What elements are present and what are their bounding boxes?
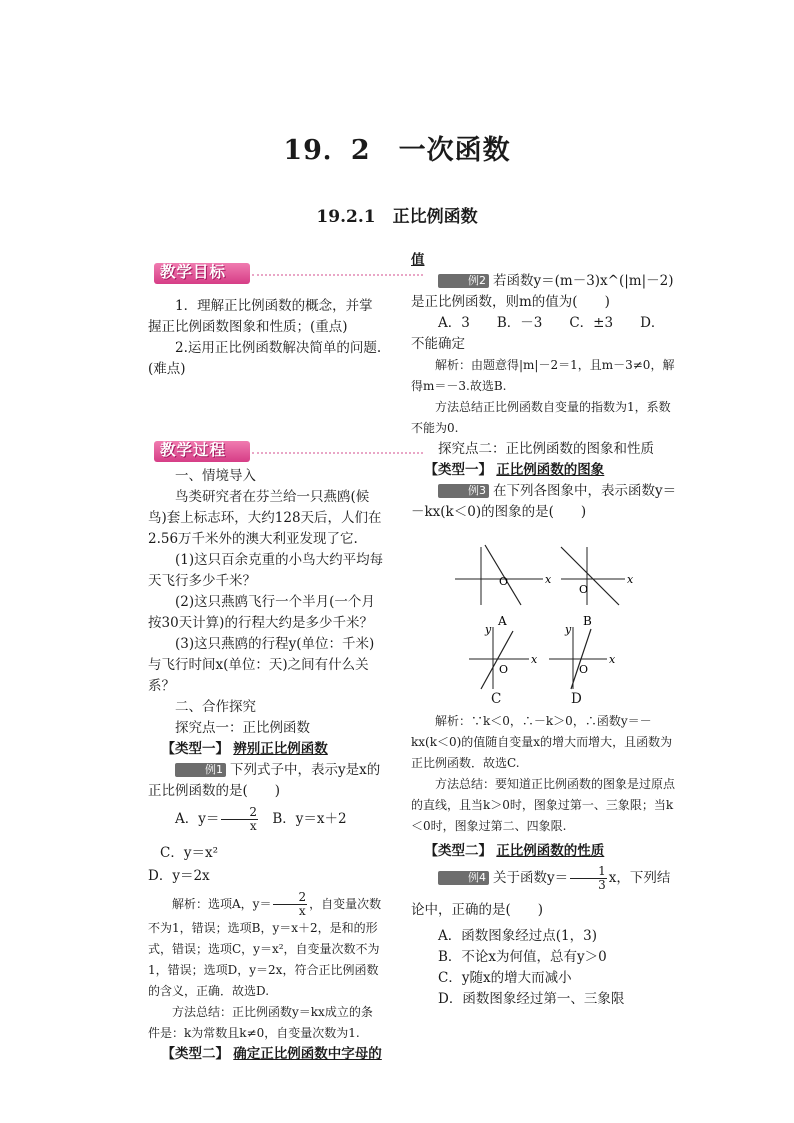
graph-d-label: D: [571, 691, 582, 707]
example-1-summary: 方法总结：正比例函数y＝kx成立的条件是：k为常数且k≠0，自变量次数为1.: [148, 1005, 373, 1040]
example-3-summary: 方法总结：要知道正比例函数的图象是过原点的直线，且当k＞0时，图象过第一、三象限；当k＜0时，图象过第二、四象限.: [411, 777, 676, 833]
example-2-text: 若函数y＝(m－3)x^(|m|－2)是正比例函数，则m的值为( ): [411, 273, 674, 310]
goals-header-text: 教学目标: [160, 263, 227, 281]
example-4-option-c: C．y随x的增大而减小: [438, 970, 572, 986]
r-type-2-label: 【类型二】: [424, 843, 492, 859]
option-a-fraction: $\frac{2}{x}$: [221, 806, 258, 833]
section-explore: 二、合作探究: [175, 699, 256, 715]
section-subtitle: 19.2.1 正比例函数: [316, 207, 478, 227]
graph-c: [469, 623, 538, 689]
graph-c-x-label: x: [531, 653, 538, 666]
example-3-graphs: [411, 523, 677, 693]
process-header-text: 教学过程: [160, 441, 227, 459]
example-2-summary: 方法总结正比例函数自变量的指数为1，系数不能为0.: [411, 400, 671, 435]
type-2-heading: [148, 1044, 384, 1065]
graph-b-label: B: [583, 614, 592, 628]
type-1-title: 辨别正比例函数: [233, 741, 328, 757]
option-a: A．y＝: [175, 811, 220, 827]
graph-b-origin: O: [579, 583, 589, 596]
question-1: (1)这只百余克重的小鸟大约平均每天飞行多少千米？: [148, 552, 384, 589]
r-type-1-label: 【类型一】: [424, 462, 492, 478]
graph-b-x-label: x: [627, 573, 634, 586]
section-intro: 一、情境导入: [175, 468, 256, 484]
example-4-stem: 例4 关于函数y＝ $\frac{1}{3}$ x，下列结论中，正确的是( ): [411, 864, 671, 918]
graph-c-y-label: y: [485, 623, 492, 636]
example-2-analysis: 解析：由题意得|m|－2＝1，且m－3≠0，解得m＝－3.故选B.: [411, 358, 675, 393]
example-3-stem: [411, 481, 677, 523]
graph-a-origin: O: [499, 575, 509, 588]
goals-header: [148, 258, 403, 284]
example-1-options: [148, 802, 384, 870]
graph-bottom-labels: [411, 689, 677, 705]
explore-point-2: 探究点二：正比例函数的图象和性质: [438, 441, 654, 457]
r-type-2-title: 正比例函数的性质: [496, 843, 605, 859]
question-3: (3)这只燕鸥的行程y(单位：千米)与飞行时间x(单位：天)之间有什么关系？: [148, 636, 375, 694]
example-1-text: 下列式子中，表示y是x的正比例函数的是( ): [148, 762, 381, 799]
example-4-badge: 例4: [438, 871, 489, 885]
goal-1: 1．理解正比例函数的概念，并掌握正比例函数图象和性质；(重点): [148, 298, 373, 335]
example-4-option-b: B．不论x为何值，总有y＞0: [438, 949, 607, 965]
explore-point-1: 探究点一：正比例函数: [175, 720, 310, 736]
example-1-badge: 例1: [175, 763, 226, 777]
question-2: (2)这只燕鸥飞行一个半月(一个月按30天计算)的行程大约是多少千米？: [148, 594, 375, 631]
r-type-1-title: 正比例函数的图象: [496, 462, 605, 478]
example-3-text: 在下列各图象中，表示函数y＝－kx(k＜0)的图象的是( ): [411, 483, 677, 520]
example-4-option-d: D．函数图象经过第一、三象限: [438, 991, 625, 1007]
story-text: 鸟类研究者在芬兰给一只燕鸥(候鸟)套上标志环，大约128天后，人们在2.56万千米外的澳大利亚发现了它.: [148, 489, 382, 547]
option-b: B．y＝x＋2: [272, 811, 347, 827]
graph-d: [549, 623, 616, 689]
page-title: 19．2 一次函数: [283, 135, 511, 166]
example-3-badge: 例3: [438, 484, 489, 498]
goal-2: 2.运用正比例函数解决简单的问题.(难点): [148, 340, 382, 377]
example-1-stem: [148, 760, 384, 802]
graph-d-y-label: y: [565, 623, 572, 636]
example-2-badge: 例2: [438, 274, 489, 288]
process-header: [148, 436, 403, 462]
graph-a: [455, 545, 552, 628]
type-1-heading: [148, 739, 384, 760]
graph-b: [561, 547, 634, 628]
left-column: [148, 258, 384, 1065]
type-2-continued: 值: [411, 252, 425, 268]
graph-c-label: C: [491, 691, 502, 707]
graph-a-label: A: [498, 614, 507, 628]
option-c: C．y＝x²: [160, 845, 218, 861]
graph-d-origin: O: [579, 663, 589, 676]
right-column: [411, 250, 677, 1010]
graph-c-origin: O: [499, 663, 509, 676]
example-2-options: A．3 B．－3 C．±3 D．不能确定: [411, 315, 665, 352]
example-4-option-a: A．函数图象经过点(1，3): [438, 928, 597, 944]
graph-a-x-label: x: [545, 573, 552, 586]
type-2-label: 【类型二】: [161, 1046, 229, 1062]
type-2-title: 确定正比例函数中字母的: [233, 1046, 382, 1062]
r-type-1-heading: [411, 460, 677, 481]
example-3-analysis: 解析：∵k＜0，∴－k＞0，∴函数y＝－kx(k＜0)的值随自变量x的增大而增大，且函数为正比例函数．故选C.: [411, 714, 673, 770]
example-2-stem: [411, 271, 677, 313]
example-1-analysis: 解析：选项A，y＝ $\frac{2}{x}$ ，自变量次数不为1，错误；选项B，y＝x＋2，是和的形式，错误；选项C，y＝x²，自变量次数不为1，错误；选项D，y＝2x，符合正比例函数的含义，正确．故选D.: [148, 890, 382, 998]
type-1-label: 【类型一】: [161, 741, 229, 757]
r-type-2-heading: [411, 841, 677, 862]
option-d: D．y＝2x: [148, 868, 210, 884]
graph-d-x-label: x: [609, 653, 616, 666]
